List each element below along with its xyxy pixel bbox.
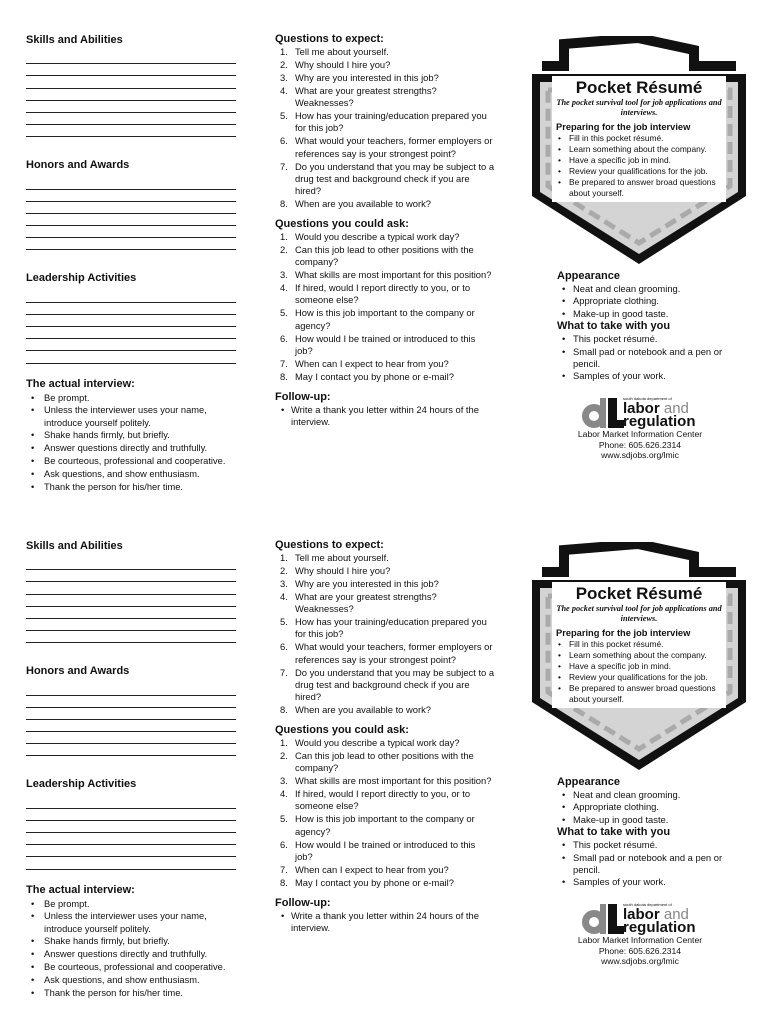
list-item: • Be prompt. [26, 392, 236, 404]
pocket-heading: Preparing for the job interview [556, 627, 691, 638]
write-line [26, 619, 236, 631]
list-item: 5. How is this job important to the company or agency? [280, 307, 475, 331]
write-line [26, 214, 236, 226]
write-line [26, 177, 236, 189]
pocket-heading: Preparing for the job interview [556, 121, 691, 132]
followup-list [275, 910, 495, 934]
write-line [26, 595, 236, 607]
take-title: What to take with you [557, 826, 671, 839]
list-item: • Be prepared to answer broad questions about yourself. [556, 177, 722, 199]
ask-title: Questions you could ask: [275, 724, 409, 737]
list-item: • Learn something about the company. [556, 144, 722, 155]
list-item: • Unless the interviewer uses your name, introduce yourself politely. [26, 910, 236, 934]
expect-questions [275, 552, 495, 716]
list-item: • Thank the person for his/her time. [26, 987, 236, 999]
honors-title: Honors and Awards [26, 665, 130, 678]
list-item: • This pocket résumé. [557, 839, 747, 851]
list-item: • Make-up in good taste. [557, 814, 747, 826]
write-line [26, 744, 236, 756]
skills-lines [26, 558, 236, 643]
left-column [26, 540, 236, 999]
list-item: • Samples of your work. [557, 370, 747, 382]
appearance-title: Appearance [557, 776, 620, 788]
pocket-list [556, 639, 722, 705]
list-item: 7. When can I expect to hear from you? [280, 863, 449, 875]
write-line [26, 303, 236, 315]
list-item: 4. What are your greatest strengths? Weaknesses? [280, 591, 437, 615]
pocket-title: Pocket Résumé [575, 78, 703, 97]
pocket-subtitle: The pocket survival tool for job applications and interviews. [556, 604, 722, 623]
write-line [26, 190, 236, 202]
write-line [26, 101, 236, 113]
pocket-badge [528, 36, 750, 268]
write-line [26, 696, 236, 708]
list-item: 4. If hired, would I report directly to you, or to someone else? [280, 788, 471, 812]
list-item: 4. If hired, would I report directly to you, or to someone else? [280, 282, 471, 306]
write-line [26, 796, 236, 808]
list-item: 2. Why should I hire you? [280, 59, 391, 70]
appearance-list [557, 789, 747, 826]
write-line [26, 89, 236, 101]
followup-title: Follow-up: [275, 390, 331, 403]
interview-title: The actual interview: [26, 377, 135, 390]
pocket-badge [528, 542, 750, 774]
list-item: • Ask questions, and show enthusiasm. [26, 974, 236, 986]
write-line [26, 720, 236, 732]
write-line [26, 833, 236, 845]
list-item: • Be prepared to answer broad questions about yourself. [556, 683, 722, 705]
write-line [26, 857, 236, 869]
leadership-title: Leadership Activities [26, 778, 137, 791]
write-line [26, 708, 236, 720]
list-item: 6. How would I be trained or introduced to this job? [280, 838, 476, 862]
logo-regulation: regulation [623, 919, 696, 936]
interview-title: The actual interview: [26, 883, 135, 896]
list-item: • Neat and clean grooming. [557, 283, 747, 295]
honors-lines [26, 683, 236, 756]
dl-logo-mark [579, 902, 625, 936]
write-line [26, 76, 236, 88]
write-line [26, 64, 236, 76]
list-item: • Be courteous, professional and cooperative. [26, 961, 236, 973]
list-item: • Ask questions, and show enthusiasm. [26, 468, 236, 480]
list-item: • Samples of your work. [557, 876, 747, 888]
write-line [26, 809, 236, 821]
dl-logo-mark [579, 396, 625, 430]
leadership-title: Leadership Activities [26, 272, 137, 285]
skills-title: Skills and Abilities [26, 540, 123, 552]
list-item: 5. How is this job important to the company or agency? [280, 813, 475, 837]
write-line [26, 339, 236, 351]
contact-phone: Phone: 605.626.2314 [598, 945, 682, 956]
list-item: • Review your qualifications for the job. [556, 672, 722, 683]
contact-web: www.sdjobs.org/lmic [601, 956, 679, 967]
list-item: 8. When are you available to work? [280, 198, 432, 210]
write-line [26, 631, 236, 643]
list-item: 7. When can I expect to hear from you? [280, 357, 449, 369]
logo-labor-and: labor and [623, 400, 689, 417]
pocket-title: Pocket Résumé [575, 584, 703, 603]
list-item: 7. Do you understand that you may be subject to a drug test and background check if you are hired? [280, 666, 495, 703]
write-line [26, 113, 236, 125]
list-item: 3. Why are you interested in this job? [280, 578, 439, 589]
list-item: • Unless the interviewer uses your name, introduce yourself politely. [26, 404, 236, 428]
write-line [26, 607, 236, 619]
take-list [557, 839, 747, 889]
list-item: 1. Would you describe a typical work day? [280, 737, 460, 749]
list-item: 5. How has your training/education prepared you for this job? [280, 110, 487, 134]
list-item: • Appropriate clothing. [557, 295, 747, 307]
interview-tips [26, 898, 236, 999]
middle-column [275, 539, 495, 934]
followup-title: Follow-up: [275, 896, 331, 909]
brochure-panel-bottom [0, 506, 768, 1012]
write-line [26, 582, 236, 594]
list-item: 5. How has your training/education prepared you for this job? [280, 616, 487, 640]
brochure-panel-top [0, 0, 768, 506]
right-column [557, 270, 747, 383]
list-item: • Shake hands firmly, but briefly. [26, 429, 236, 441]
list-item: 3. What skills are most important for this position? [280, 269, 492, 281]
list-item: • Answer questions directly and truthfully. [26, 948, 236, 960]
department-logo [579, 396, 699, 430]
list-item: 6. What would your teachers, former employers or references say is your strongest point? [280, 641, 493, 665]
write-line [26, 226, 236, 238]
ask-title: Questions you could ask: [275, 218, 409, 231]
contact-web: www.sdjobs.org/lmic [601, 450, 679, 461]
pocket-list [556, 133, 722, 199]
write-line [26, 125, 236, 137]
list-item: 8. May I contact you by phone or e-mail? [280, 370, 454, 382]
list-item: 7. Do you understand that you may be subject to a drug test and background check if you are hired? [280, 160, 495, 197]
write-line [26, 290, 236, 302]
write-line [26, 683, 236, 695]
pocket-subtitle: The pocket survival tool for job applications and interviews. [556, 98, 722, 117]
leadership-lines [26, 796, 236, 869]
list-item: • Be courteous, professional and cooperative. [26, 455, 236, 467]
write-line [26, 315, 236, 327]
list-item: 2. Can this job lead to other positions with the company? [280, 244, 474, 268]
contact-phone: Phone: 605.626.2314 [598, 439, 682, 450]
write-line [26, 351, 236, 363]
list-item: 8. When are you available to work? [280, 704, 432, 716]
take-list [557, 333, 747, 383]
write-line [26, 52, 236, 64]
expect-title: Questions to expect: [275, 33, 384, 45]
appearance-title: Appearance [557, 270, 620, 282]
list-item: • Have a specific job in mind. [556, 661, 722, 672]
list-item: 8. May I contact you by phone or e-mail? [280, 876, 454, 888]
list-item: • Be prompt. [26, 898, 236, 910]
list-item: • Shake hands firmly, but briefly. [26, 935, 236, 947]
department-logo [579, 902, 699, 936]
write-line [26, 821, 236, 833]
appearance-list [557, 283, 747, 320]
write-line [26, 732, 236, 744]
list-item: • Review your qualifications for the job. [556, 166, 722, 177]
list-item: 1. Tell me about yourself. [280, 46, 389, 57]
list-item: • Answer questions directly and truthfully. [26, 442, 236, 454]
list-item: 3. What skills are most important for this position? [280, 775, 492, 787]
pocket-text [556, 78, 722, 199]
list-item: 1. Would you describe a typical work day? [280, 231, 460, 243]
write-line [26, 570, 236, 582]
contact-info [560, 935, 720, 967]
contact-info [560, 429, 720, 461]
write-line [26, 238, 236, 250]
list-item: • Have a specific job in mind. [556, 155, 722, 166]
list-item: 3. Why are you interested in this job? [280, 72, 439, 83]
take-title: What to take with you [557, 320, 671, 333]
list-item: • Write a thank you letter within 24 hours of the interview. [275, 910, 495, 934]
list-item: • Fill in this pocket résumé. [556, 133, 722, 144]
list-item: • Thank the person for his/her time. [26, 481, 236, 493]
list-item: 2. Can this job lead to other positions with the company? [280, 750, 474, 774]
honors-title: Honors and Awards [26, 159, 130, 172]
list-item: • Learn something about the company. [556, 650, 722, 661]
honors-lines [26, 177, 236, 250]
list-item: • Small pad or notebook and a pen or pencil. [557, 852, 747, 877]
skills-title: Skills and Abilities [26, 34, 123, 46]
write-line [26, 845, 236, 857]
logo-small-text: south dakota department of [623, 902, 672, 907]
left-column [26, 34, 236, 493]
list-item: • Write a thank you letter within 24 hours of the interview. [275, 404, 495, 428]
write-line [26, 558, 236, 570]
leadership-lines [26, 290, 236, 363]
write-line [26, 202, 236, 214]
list-item: • Make-up in good taste. [557, 308, 747, 320]
list-item: 4. What are your greatest strengths? Weaknesses? [280, 85, 437, 109]
middle-column [275, 33, 495, 428]
followup-list [275, 404, 495, 428]
interview-tips [26, 392, 236, 493]
list-item: 2. Why should I hire you? [280, 565, 391, 576]
list-item: 6. What would your teachers, former employers or references say is your strongest point? [280, 135, 493, 159]
contact-center: Labor Market Information Center [577, 429, 703, 439]
list-item: • Fill in this pocket résumé. [556, 639, 722, 650]
list-item: • This pocket résumé. [557, 333, 747, 345]
ask-questions [275, 231, 495, 383]
expect-title: Questions to expect: [275, 539, 384, 551]
list-item: • Neat and clean grooming. [557, 789, 747, 801]
list-item: 1. Tell me about yourself. [280, 552, 389, 563]
write-line [26, 327, 236, 339]
right-column [557, 776, 747, 889]
skills-lines [26, 52, 236, 137]
pocket-text [556, 584, 722, 705]
ask-questions [275, 737, 495, 889]
logo-labor-and: labor and [623, 906, 689, 923]
expect-questions [275, 46, 495, 210]
list-item: • Small pad or notebook and a pen or pencil. [557, 346, 747, 371]
contact-center: Labor Market Information Center [577, 935, 703, 945]
logo-small-text: south dakota department of [623, 396, 672, 401]
list-item: 6. How would I be trained or introduced to this job? [280, 332, 476, 356]
logo-regulation: regulation [623, 413, 696, 430]
list-item: • Appropriate clothing. [557, 801, 747, 813]
